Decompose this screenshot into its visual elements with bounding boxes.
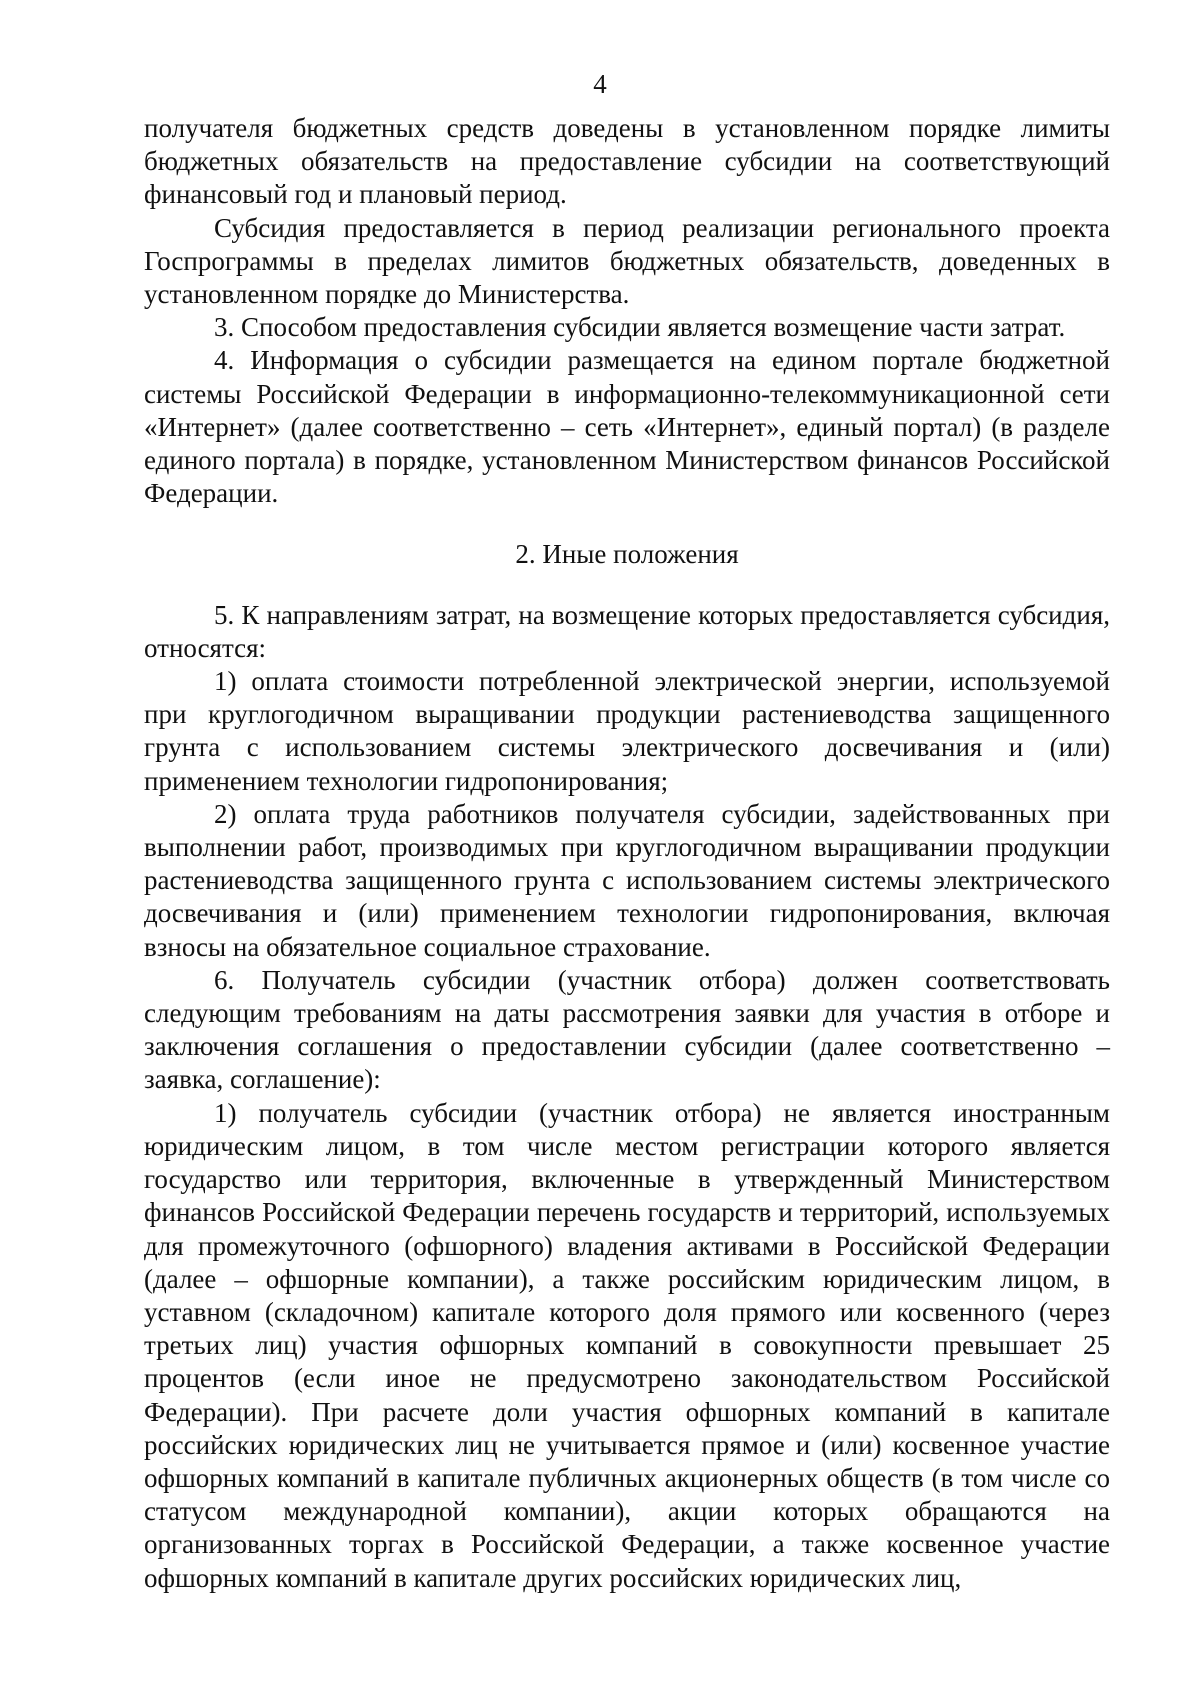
- paragraph-item-4: 4. Информация о субсидии размещается на едином портале бюджетной системы Российской Федерации в информационно-телекоммуникационной сети «Интернет» (далее соответственно – сеть «Интернет», единый портал) (в разделе единого портала) в порядке, установленном Министерством финансов Российской Федерации.: [144, 345, 1110, 509]
- paragraph-item-6-1: 1) получатель субсидии (участник отбора) не является иностранным юридическим лицом, в том числе местом регистрации которого является государство или территория, включенные в утвержденный Министерством финансов Российской Федерации перечень государств и территорий, используемых для промежуточного (офшорного) владения активами в Российской Федерации (далее – офшорные компании), а также российским юридическим лицом, в уставном (складочном) капитале которого доля прямого или косвенного (через третьих лиц) участия офшорных компаний в совокупности превышает 25 процентов (если иное не предусмотрено законодательством Российской Федерации). При расчете доли участия офшорных компаний в капитале российских юридических лиц не учитывается прямое и (или) косвенное участие офшорных компаний в капитале публичных акционерных обществ (в том числе со статусом международной компании), акции которых обращаются на организованных торгах в Российской Федерации, а также косвенное участие офшорных компаний в капитале других российских юридических лиц,: [144, 1097, 1110, 1593]
- paragraph-continuation: получателя бюджетных средств доведены в установленном порядке лимиты бюджетных обязательств на предоставление субсидии на соответствующий финансовый год и плановый период.: [144, 113, 1110, 210]
- paragraph-item-5-1: 1) оплата стоимости потребленной электрической энергии, используемой при круглогодичном выращивании продукции растениеводства защищенного грунта с использованием системы электрического досвечивания и (или) применением технологии гидропонирования;: [144, 666, 1110, 796]
- paragraph-item-3: 3. Способом предоставления субсидии является возмещение части затрат.: [214, 312, 1066, 343]
- paragraph-subsidy-period: Субсидия предоставляется в период реализации регионального проекта Госпрограммы в пределах лимитов бюджетных обязательств, доведенных в установленном порядке до Министерства.: [144, 212, 1110, 310]
- paragraph-item-5: 5. К направлениям затрат, на возмещение которых предоставляется субсидия, относятся:: [144, 599, 1110, 663]
- page-number: 4: [593, 69, 607, 99]
- paragraph-item-6: 6. Получатель субсидии (участник отбора) должен соответствовать следующим требованиям на даты рассмотрения заявки для участия в отборе и заключения соглашения о предоставлении субсидии (далее соответственно – заявка, соглашение):: [144, 964, 1110, 1095]
- section-heading: 2. Иные положения: [515, 539, 739, 570]
- paragraph-item-5-2: 2) оплата труда работников получателя субсидии, задействованных при выполнении работ, производимых при круглогодичном выращивании продукции растениеводства защищенного грунта с использованием системы электрического досвечивания и (или) применением технологии гидропонирования, включая взносы на обязательное социальное страхование.: [144, 798, 1110, 962]
- document-body: [144, 112, 1110, 1595]
